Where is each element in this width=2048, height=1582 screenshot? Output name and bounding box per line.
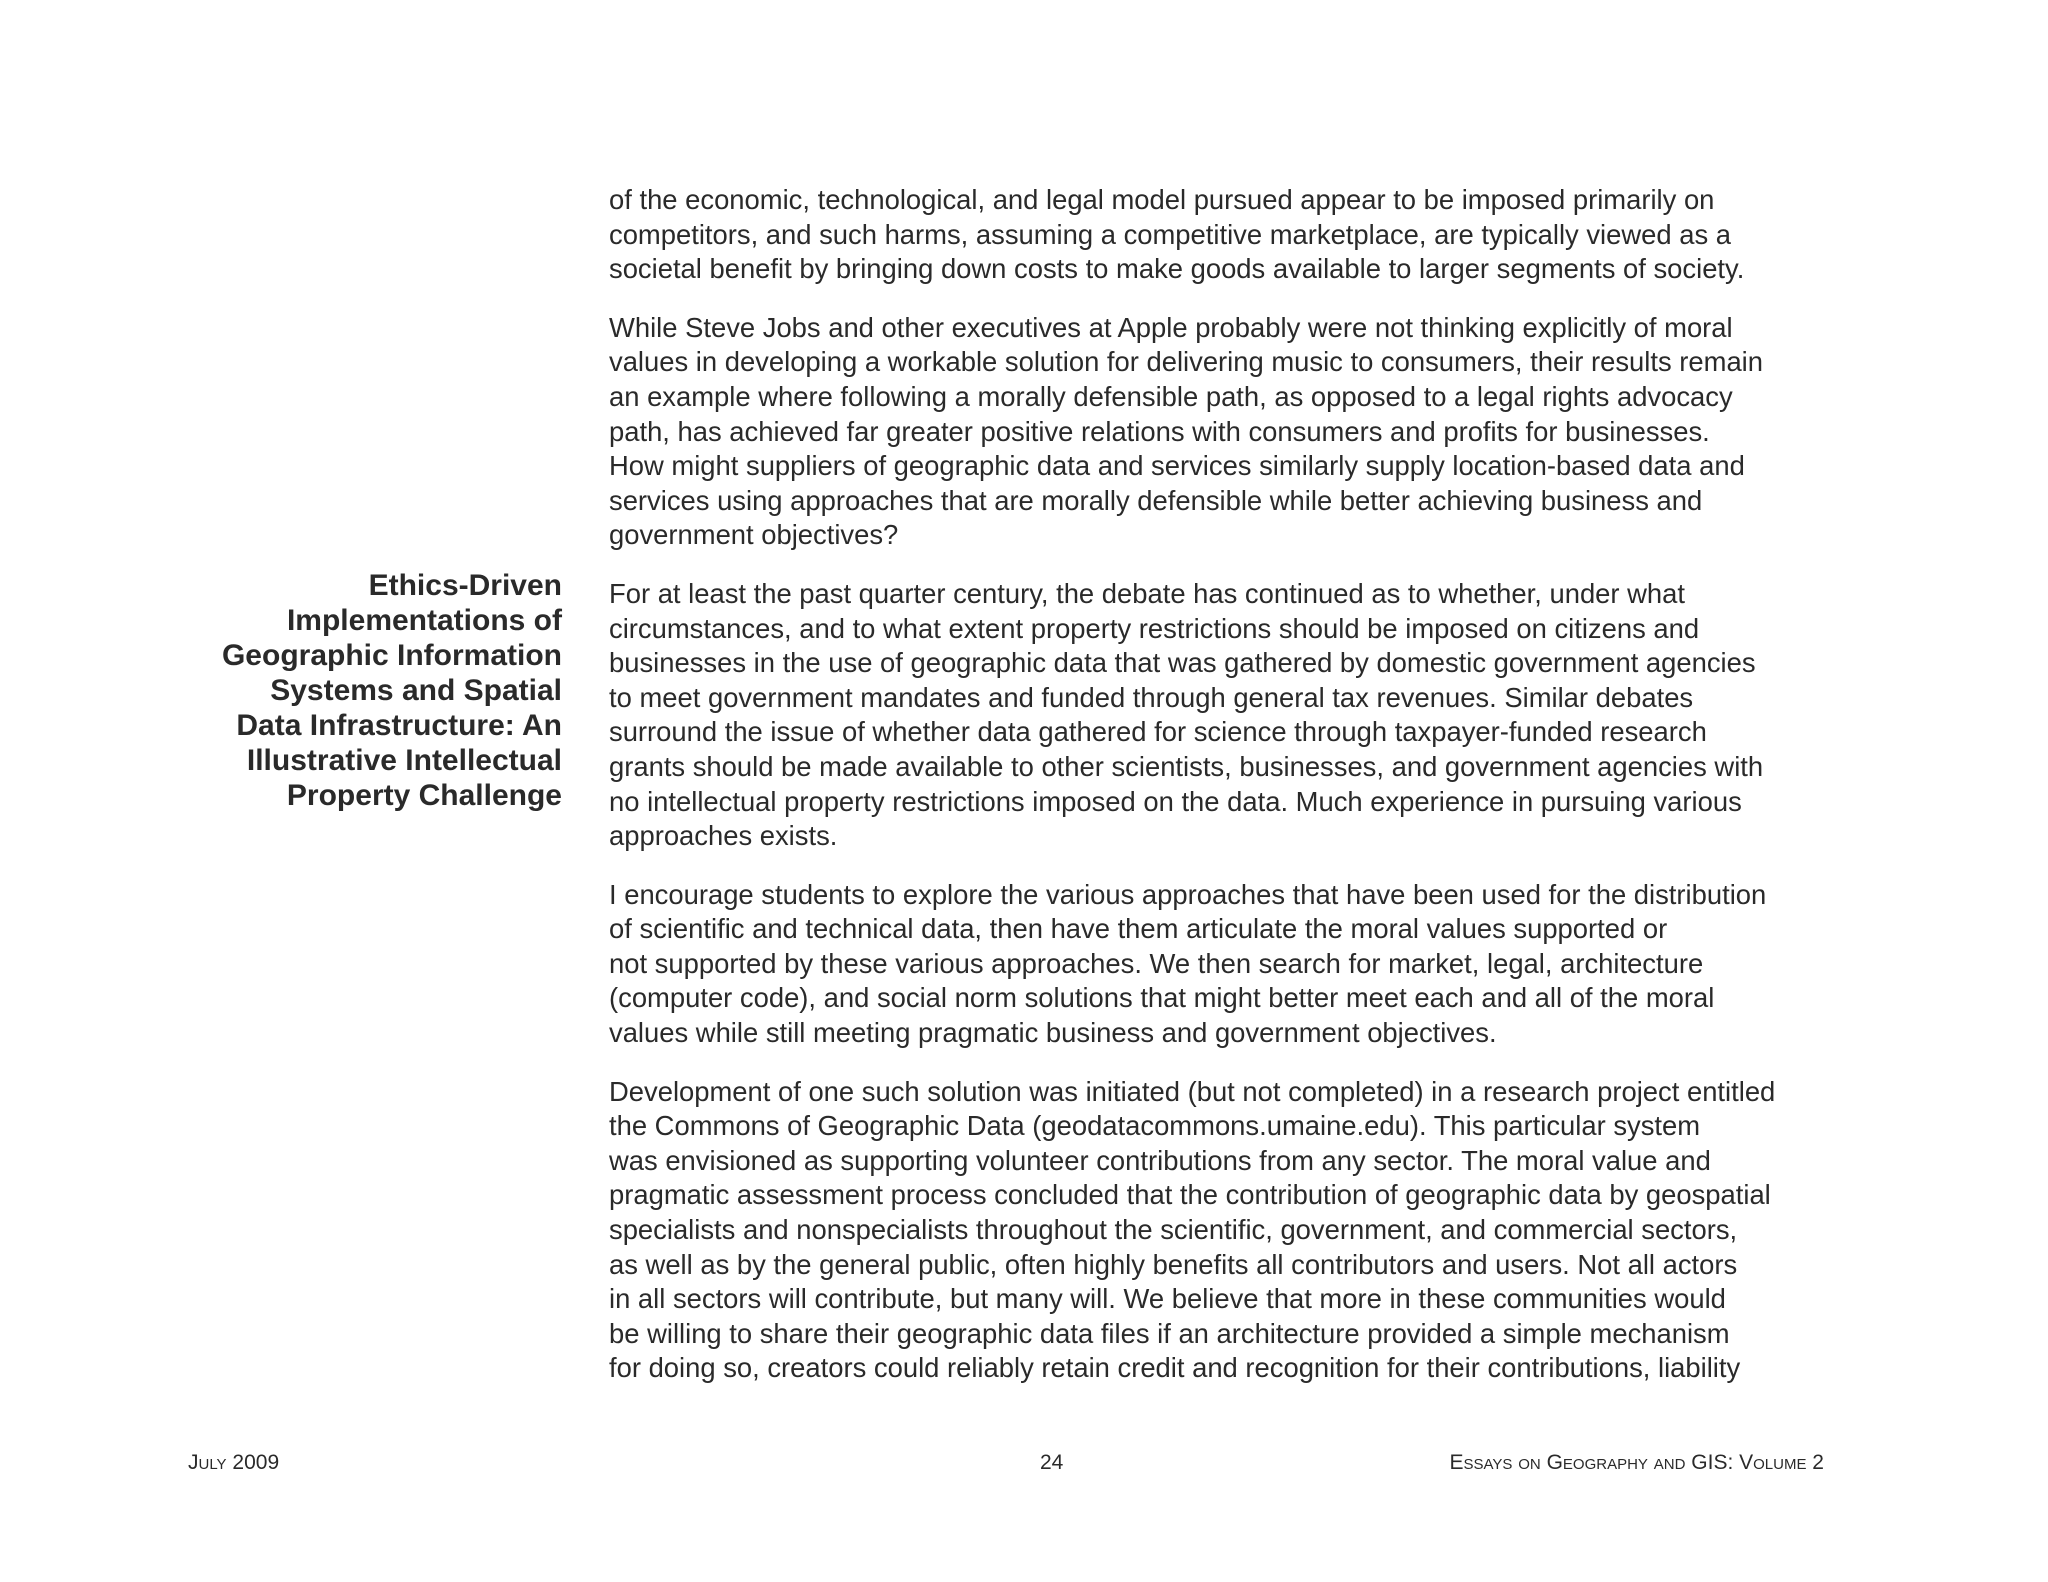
footer-publication-title: Essays on Geography and GIS: Volume 2 [1449,1451,1824,1474]
paragraph: While Steve Jobs and other executives at Apple probably were not thinking explicitly of moral values in developing a workable solution for delivering music to consumers, their results remain an example where following a morally defensible path, as opposed to a legal rights advocacy path, has achieved far greater positive relations with consumers and profits for businesses. How might suppliers of geographic data and services similarly supply location-based data and services using approaches that are morally defensible while better achieving business and government objectives? [609,311,1764,551]
body-text-column [609,183,1839,1410]
footer-page-number: 24 [1040,1451,1064,1474]
paragraph: Development of one such solution was initiated (but not completed) in a research project entitled the Commons of Geographic Data (geodatacommons.umaine.edu). This particular system was envisioned as supporting volunteer contributions from any sector. The moral value and pragmatic assessment process concluded that the contribution of geographic data by geospatial specialists and nonspecialists throughout the scientific, government, and commercial sectors, as well as by the general public, often highly benefits all contributors and users. Not all actors in all sectors will contribute, but many will. We believe that more in these communities would be willing to share their geographic data files if an architecture provided a simple mechanism for doing so, creators could reliably retain credit and recognition for their contributions, liability [609,1075,1776,1384]
footer-date: July 2009 [188,1451,280,1474]
paragraph: I encourage students to explore the various approaches that have been used for the distribution of scientific and technical data, then have them articulate the moral values supported or not supported by these various approaches. We then search for market, legal, architecture (computer code), and social norm solutions that might better meet each and all of the moral values while still meeting pragmatic business and government objectives. [609,878,1767,1049]
paragraph: of the economic, technological, and legal model pursued appear to be imposed primarily on competitors, and such harms, assuming a competitive marketplace, are typically viewed as a societal benefit by bringing down costs to make goods available to larger segments of society. [609,184,1745,285]
paragraph: For at least the past quarter century, the debate has continued as to whether, under what circumstances, and to what extent property restrictions should be imposed on citizens and businesses in the use of geographic data that was gathered by domestic government agencies to meet government mandates and funded through general tax revenues. Similar debates surround the issue of whether data gathered for science through taxpayer-funded research grants should be made available to other scientists, businesses, and government agencies with no intellectual property restrictions imposed on the data. Much experience in pursuing various approaches exists. [609,577,1764,852]
section-heading: Ethics-Driven Implementations of Geographic Information Systems and Spatial Data Infrastructure: An Illustrative Intellectual Property Challenge [221,569,562,812]
